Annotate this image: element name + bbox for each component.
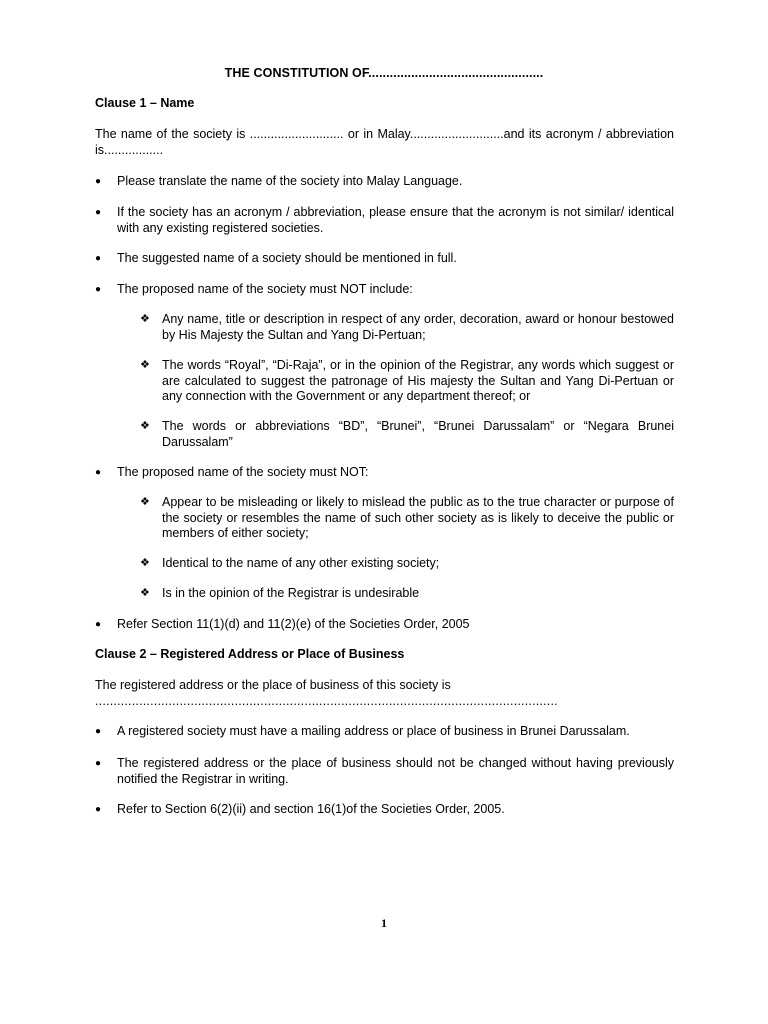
diamond-bullet-icon: ❖ <box>140 420 150 432</box>
sub-list-item-text: The words or abbreviations “BD”, “Brunei”, “Brunei Darussalam” or “Negara Brunei Darussalam” <box>162 419 674 449</box>
diamond-bullet-icon: ❖ <box>140 557 150 569</box>
list-item-text: The proposed name of the society must NOT: <box>117 465 369 479</box>
sub-list-item-text: Appear to be misleading or likely to mislead the public as to the true character or purpose of the society or resembles the name of such other society as is likely to deceive the public or members of either society; <box>162 495 674 540</box>
list-item-text: The suggested name of a society should be mentioned in full. <box>117 251 457 265</box>
diamond-bullet-icon: ❖ <box>140 587 150 599</box>
bullet-dot-icon: ● <box>95 176 102 187</box>
clause-2-intro: The registered address or the place of business of this society is <box>95 678 451 692</box>
clause-2-heading: Clause 2 – Registered Address or Place of Business <box>95 647 405 661</box>
sub-list-item-text: The words “Royal”, “Di-Raja”, or in the opinion of the Registrar, any words which suggest or are calculated to suggest the patronage of His majesty the Sultan and Yang Di-Pertuan or any connection with the Government or any department thereof; or <box>162 358 674 403</box>
list-item-text: If the society has an acronym / abbreviation, please ensure that the acronym is not similar/ identical with any existing registered societies. <box>117 205 674 235</box>
sub-list-item-text: Identical to the name of any other existing society; <box>162 556 440 570</box>
list-item-text: A registered society must have a mailing address or place of business in Brunei Darussalam. <box>117 724 630 738</box>
sub-list-item-text: Is in the opinion of the Registrar is undesirable <box>162 586 420 600</box>
bullet-dot-icon: ● <box>95 804 102 815</box>
list-item-text: The proposed name of the society must NOT include: <box>117 282 413 296</box>
bullet-dot-icon: ● <box>95 726 102 737</box>
bullet-dot-icon: ● <box>95 467 102 478</box>
sub-list-item-text: Any name, title or description in respect of any order, decoration, award or honour bestowed by His Majesty the Sultan and Yang Di-Pertuan; <box>162 312 674 342</box>
address-blank-line: .............................................................................................................................. <box>95 694 558 708</box>
diamond-bullet-icon: ❖ <box>140 359 150 371</box>
list-item-text: Refer to Section 6(2)(ii) and section 16(1)of the Societies Order, 2005. <box>117 802 505 816</box>
list-item-text: The registered address or the place of business should not be changed without having previously notified the Registrar in writing. <box>117 756 674 786</box>
clause-1-intro: The name of the society is ........................... or in Malay...........................and its acronym / abbreviation is................. <box>95 127 674 157</box>
bullet-dot-icon: ● <box>95 207 102 218</box>
bullet-dot-icon: ● <box>95 619 102 630</box>
list-item-text: Please translate the name of the society into Malay Language. <box>117 174 463 188</box>
diamond-bullet-icon: ❖ <box>140 313 150 325</box>
diamond-bullet-icon: ❖ <box>140 496 150 508</box>
page-number: 1 <box>381 916 387 930</box>
clause-1-heading: Clause 1 – Name <box>95 96 195 110</box>
list-item-text: Refer Section 11(1)(d) and 11(2)(e) of the Societies Order, 2005 <box>117 617 470 631</box>
bullet-dot-icon: ● <box>95 758 102 769</box>
bullet-dot-icon: ● <box>95 253 102 264</box>
document-title: THE CONSTITUTION OF................................................. <box>224 66 544 80</box>
bullet-dot-icon: ● <box>95 284 102 295</box>
